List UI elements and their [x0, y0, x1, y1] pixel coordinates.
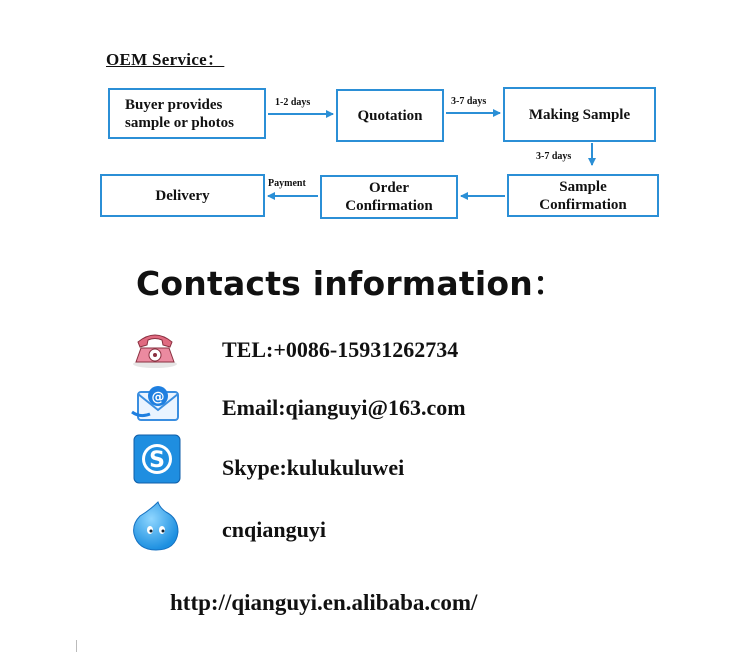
step-order-confirmation-label: Order Confirmation	[345, 180, 433, 214]
qq-text: cnqianguyi	[222, 517, 326, 542]
step-buyer-label: Buyer provides sample or photos	[125, 96, 234, 131]
divider-tick	[76, 640, 77, 652]
contacts-heading: Contacts information：	[136, 264, 567, 303]
arrow-label-3-7-days-top: 3-7 days	[451, 96, 487, 107]
svg-text:@: @	[151, 390, 165, 405]
oem-service-title: OEM Service：	[106, 50, 225, 69]
step-quotation-label: Quotation	[357, 107, 423, 124]
telephone-icon	[130, 326, 180, 370]
step-making-sample-label: Making Sample	[528, 106, 631, 123]
arrow-label-payment: Payment	[268, 178, 306, 189]
alibaba-url-link[interactable]: http://qianguyi.en.alibaba.com/	[170, 590, 478, 615]
skype-icon	[133, 434, 181, 484]
arrow-label-1-2-days: 1-2 days	[275, 97, 311, 108]
skype-text: Skype:kulukuluwei	[222, 455, 405, 480]
email-text: Email:qianguyi@163.com	[222, 395, 466, 420]
qq-icon	[130, 500, 182, 554]
svg-text:S: S	[149, 448, 165, 473]
arrow-label-3-7-days-side: 3-7 days	[536, 151, 572, 162]
tel-text: TEL:+0086-15931262734	[222, 337, 459, 362]
email-icon	[130, 382, 186, 424]
step-sample-confirmation-label: Sample Confirmation	[539, 178, 627, 213]
step-delivery-label: Delivery	[155, 187, 210, 204]
